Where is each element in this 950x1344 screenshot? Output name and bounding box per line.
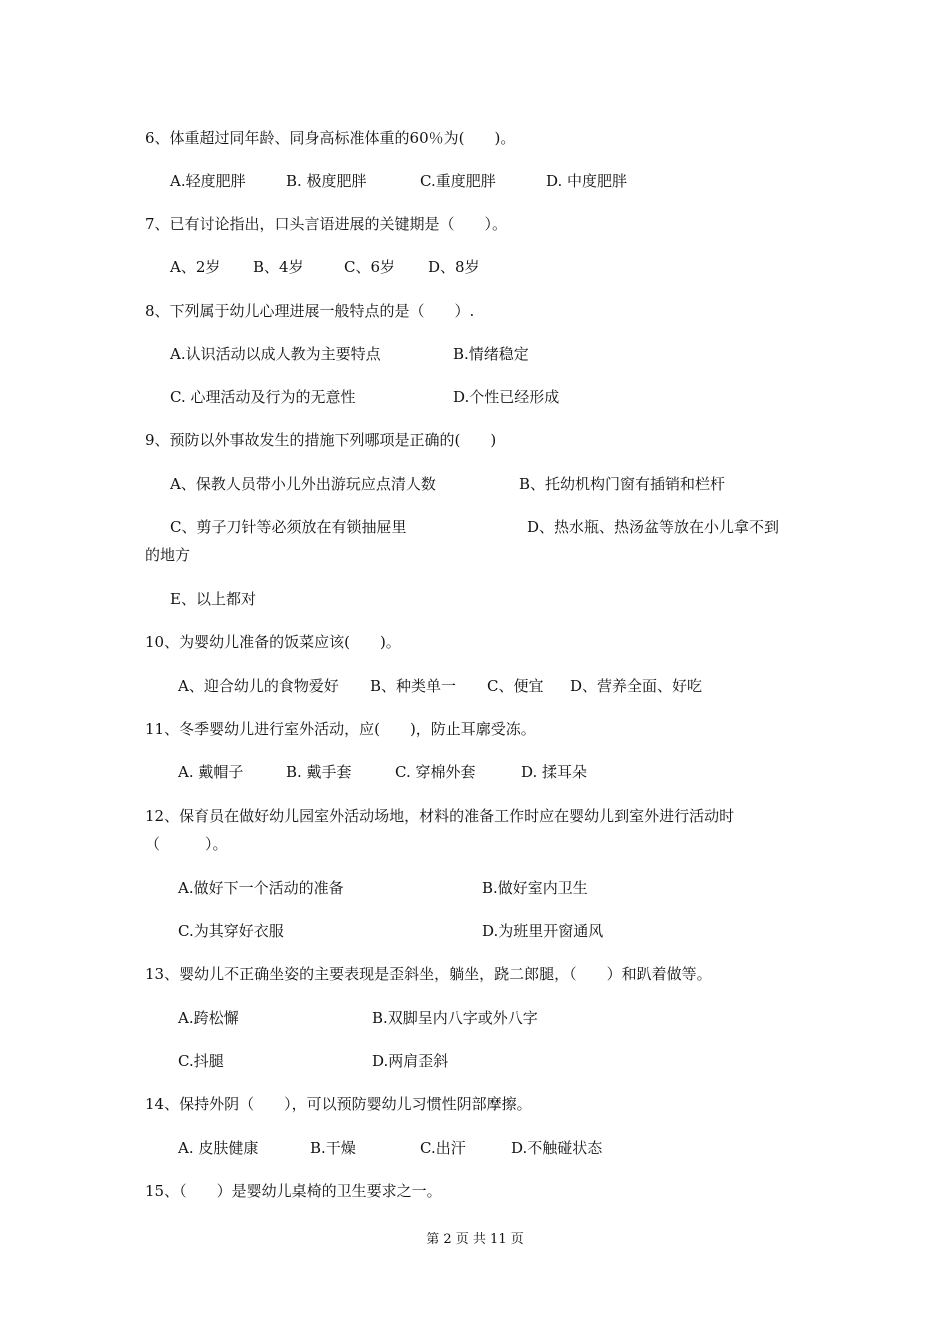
option-13c: C.抖腿 <box>178 1052 224 1070</box>
option-12c: C.为其穿好衣服 <box>178 922 284 940</box>
question-6: 6、体重超过同年龄、同身高标准体重的60％为( )。 <box>145 129 516 147</box>
question-9: 9、预防以外事故发生的措施下列哪项是正确的( ) <box>145 431 497 449</box>
option-13b: B.双脚呈内八字或外八字 <box>372 1009 538 1027</box>
option-14c: C.出汗 <box>420 1139 466 1157</box>
option-8a: A.认识活动以成人教为主要特点 <box>170 345 381 363</box>
question-10: 10、为婴幼儿准备的饭菜应该( )。 <box>145 633 401 651</box>
option-7c: C、6岁 <box>344 258 396 276</box>
option-9a: A、保教人员带小儿外出游玩应点清人数 <box>170 475 436 493</box>
option-9d: D、热水瓶、热汤盆等放在小儿拿不到 <box>527 518 780 536</box>
page-footer: 第 2 页 共 11 页 <box>426 1232 524 1247</box>
option-8d: D.个性已经形成 <box>453 388 560 406</box>
option-12b: B.做好室内卫生 <box>482 879 588 897</box>
option-6d: D. 中度肥胖 <box>546 172 628 190</box>
question-15: 15、（ ）是婴幼儿桌椅的卫生要求之一。 <box>145 1182 442 1200</box>
question-12: 12、保育员在做好幼儿园室外活动场地，材料的准备工作时应在婴幼儿到室外进行活动时 <box>145 807 735 825</box>
option-9b: B、托幼机构门窗有插销和栏杆 <box>519 475 726 493</box>
option-9c: C、剪子刀针等必须放在有锁抽屉里 <box>170 518 407 536</box>
option-10b: B、种类单一 <box>370 677 457 695</box>
question-13: 13、婴幼儿不正确坐姿的主要表现是歪斜坐，躺坐，跷二郎腿，（ ）和趴着做等。 <box>145 965 712 983</box>
question-8: 8、下列属于幼儿心理进展一般特点的是（ ）. <box>145 302 475 320</box>
option-11a: A. 戴帽子 <box>178 763 244 781</box>
option-14d: D.不触碰状态 <box>511 1139 603 1157</box>
option-11b: B. 戴手套 <box>286 763 352 781</box>
option-14a: A. 皮肤健康 <box>178 1139 259 1157</box>
question-7: 7、已有讨论指出，口头言语进展的关键期是（ ）。 <box>145 215 508 233</box>
question-11: 11、冬季婴幼儿进行室外活动，应( )，防止耳廓受冻。 <box>145 720 536 738</box>
option-14b: B.干燥 <box>310 1139 356 1157</box>
option-7a: A、2岁 <box>170 258 221 276</box>
option-13a: A.跨松懈 <box>178 1009 239 1027</box>
option-6a: A.轻度肥胖 <box>170 172 246 190</box>
option-10c: C、便宜 <box>487 677 544 695</box>
question-14: 14、保持外阴（ ），可以预防婴幼儿习惯性阴部摩擦。 <box>145 1095 532 1113</box>
option-10a: A、迎合幼儿的食物爱好 <box>178 677 339 695</box>
option-13d: D.两肩歪斜 <box>372 1052 449 1070</box>
option-6c: C.重度肥胖 <box>420 172 496 190</box>
option-12d: D.为班里开窗通风 <box>482 922 604 940</box>
option-7d: D、8岁 <box>428 258 480 276</box>
option-7b: B、4岁 <box>253 258 304 276</box>
option-11d: D. 揉耳朵 <box>521 763 588 781</box>
question-12-blank: （ ）。 <box>145 835 228 853</box>
option-10d: D、营养全面、好吃 <box>570 677 703 695</box>
option-11c: C. 穿棉外套 <box>395 763 476 781</box>
option-9d-continued: 的地方 <box>145 546 191 564</box>
option-6b: B. 极度肥胖 <box>286 172 367 190</box>
option-8c: C. 心理活动及行为的无意性 <box>170 388 356 406</box>
option-8b: B.情绪稳定 <box>453 345 529 363</box>
option-12a: A.做好下一个活动的准备 <box>178 879 344 897</box>
option-9e: E、以上都对 <box>170 590 256 608</box>
